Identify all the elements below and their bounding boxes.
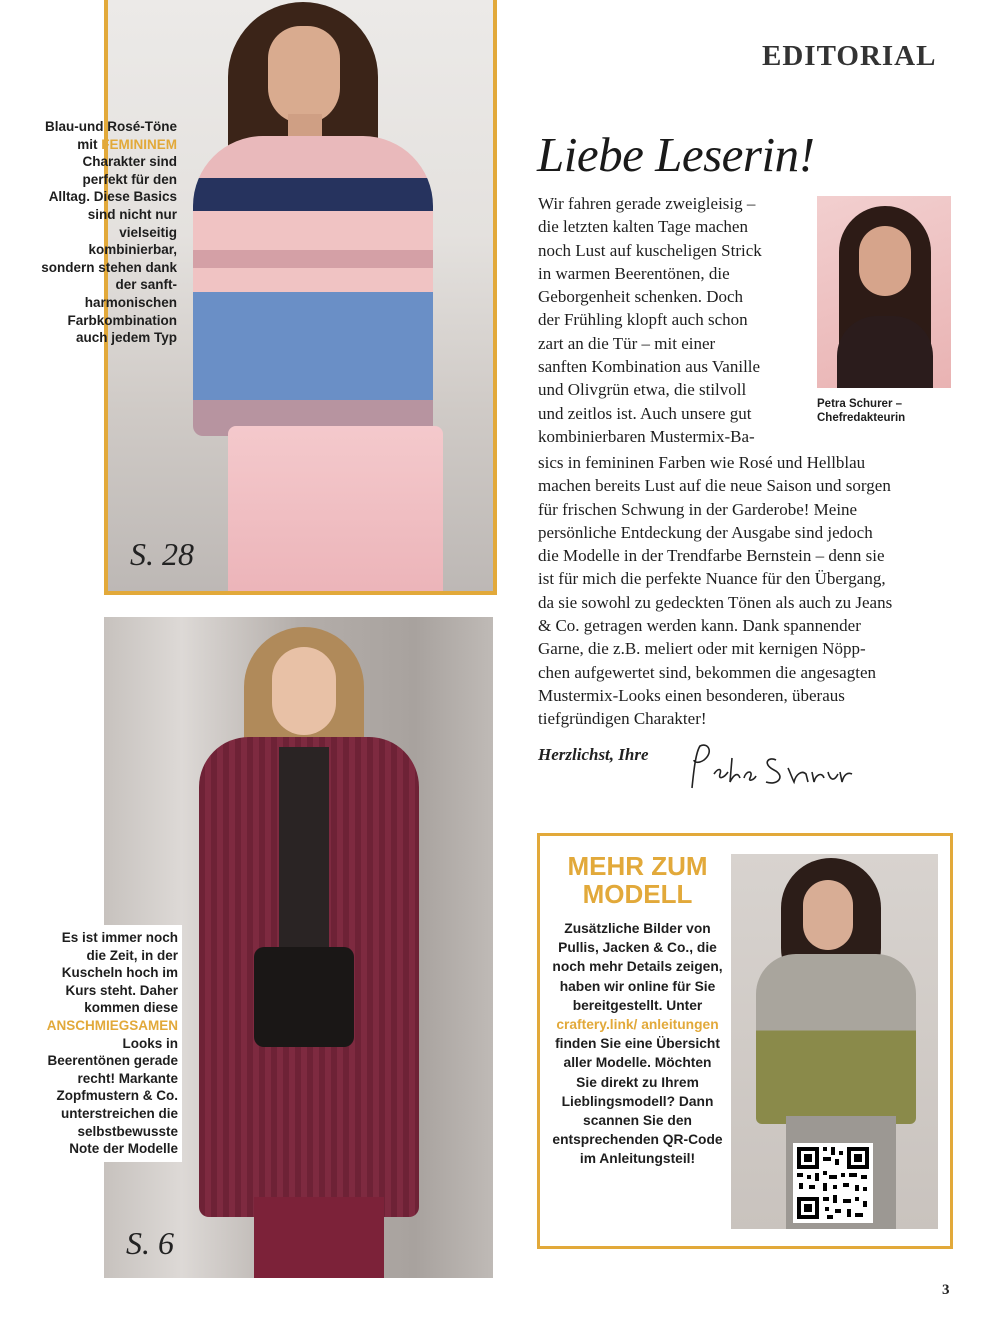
fringe-bag [254, 947, 354, 1047]
qr-code-icon[interactable] [793, 1143, 873, 1223]
box-text [552, 919, 723, 1169]
box-title [550, 852, 725, 908]
model-face [272, 647, 336, 735]
letter-line: die Modelle in der Trendfarbe Bernstein – denn sie [538, 546, 885, 566]
section-label: EDITORIAL [762, 40, 937, 72]
model-face [803, 880, 853, 950]
model-face [268, 26, 340, 124]
editor-portrait [817, 196, 951, 388]
editor-name: Petra Schurer – [817, 398, 903, 410]
caption-text: Blau-und Rosé-Töne mit [45, 119, 177, 152]
letter-line: der Frühling klopft auch schon [538, 310, 748, 330]
caption-text: Charakter sind perfekt für den Alltag. Diese Basics sind nicht nur vielseitig kombinierbar, sondern stehen dank der sanft-harmonischen Farbkombination auch jedem Typ [41, 154, 177, 346]
letter-body-narrow [538, 192, 808, 448]
letter-line: die letzten kalten Tage machen [538, 217, 748, 237]
letter-line: Wir fahren gerade zweigleisig – [538, 194, 756, 213]
headline: Liebe Leserin! [537, 127, 815, 182]
letter-line: und Olivgrün etwa, die stilvoll [538, 380, 747, 400]
craftery-link[interactable]: craftery.link/ anleitungen [556, 1017, 719, 1033]
letter-line: zart an die Tür – mit einer [538, 333, 716, 353]
top-page-reference: S. 28 [130, 536, 194, 572]
letter-line: und zeitlos ist. Auch unsere gut [538, 403, 752, 423]
olive-sweater [756, 954, 916, 1124]
letter-line: kombinierbaren Mustermix-Ba- [538, 426, 755, 446]
bottom-page-reference: S. 6 [126, 1225, 174, 1261]
box-text-part: Zusätzliche Bilder von Pullis, Jacken & Co., die noch mehr Details zeigen, haben wir online für Sie bereitgestellt. Unter [552, 921, 723, 1013]
letter-line: da sie sowohl zu gedeckten Tönen als auch zu Jeans [538, 592, 893, 612]
signoff: Herzlichst, Ihre [538, 745, 649, 764]
letter-line: chen aufgewertet sind, bekommen die angesagten [538, 662, 876, 682]
editor-role: Chefredakteurin [817, 412, 906, 424]
letter-body-wide [538, 451, 958, 731]
letter-line: machen bereits Lust auf die neue Saison und sorgen [538, 476, 891, 496]
letter-line: & Co. getragen werden kann. Dank spannender [538, 616, 861, 636]
letter-line: ist für mich die perfekte Nuance für den Übergang, [538, 569, 886, 589]
striped-sweater [193, 136, 433, 436]
caption-text: Es ist immer noch die Zeit, in der Kuscheln hoch im Kurs steht. Daher kommen diese [61, 930, 178, 1016]
portrait-body [837, 316, 933, 388]
letter-line: für frischen Schwung in der Garderobe! Meine [538, 499, 858, 519]
letter-line: Garne, die z.B. meliert oder mit kernigen Nöpp- [538, 639, 866, 659]
box-text-part: finden Sie eine Übersicht aller Modelle. Möchten Sie direkt zu Ihrem Lieblingsmodell? Dann scannen Sie den entsprechenden QR-Code im Anleitungsteil! [552, 1036, 723, 1167]
burgundy-pants [254, 1197, 384, 1278]
letter-line: persönliche Entdeckung der Ausgabe sind jedoch [538, 522, 873, 542]
letter-line: noch Lust auf kuscheligen Strick [538, 240, 762, 260]
caption-highlight: ANSCHMIEGSAMEN [46, 1017, 178, 1033]
letter-line: tiefgründigen Charakter! [538, 709, 707, 729]
top-feature-caption [40, 118, 177, 347]
signature-image [684, 738, 854, 798]
bottom-feature-caption [46, 925, 182, 1162]
page-number: 3 [942, 1282, 950, 1298]
portrait-face [859, 226, 911, 296]
black-shirt [279, 747, 329, 947]
caption-text: Looks in Beerentönen gerade recht! Markante Zopfmustern & Co. unterstreichen die selbstbewusste Note der Modelle [47, 1035, 178, 1157]
pink-skirt [228, 426, 443, 595]
caption-highlight: FEMININEM [101, 136, 177, 152]
letter-line: in warmen Beerentönen, die [538, 263, 730, 283]
letter-line: Mustermix-Looks einen besonderen, überaus [538, 685, 845, 705]
box-title-line: MEHR ZUM [567, 851, 708, 881]
letter-line: Geborgenheit schenken. Doch [538, 287, 744, 307]
letter-line: sics in femininen Farben wie Rosé und Hellblau [538, 453, 866, 472]
letter-line: sanften Kombination aus Vanille [538, 357, 761, 377]
portrait-caption [817, 397, 905, 425]
box-title-line: MODELL [582, 879, 693, 909]
